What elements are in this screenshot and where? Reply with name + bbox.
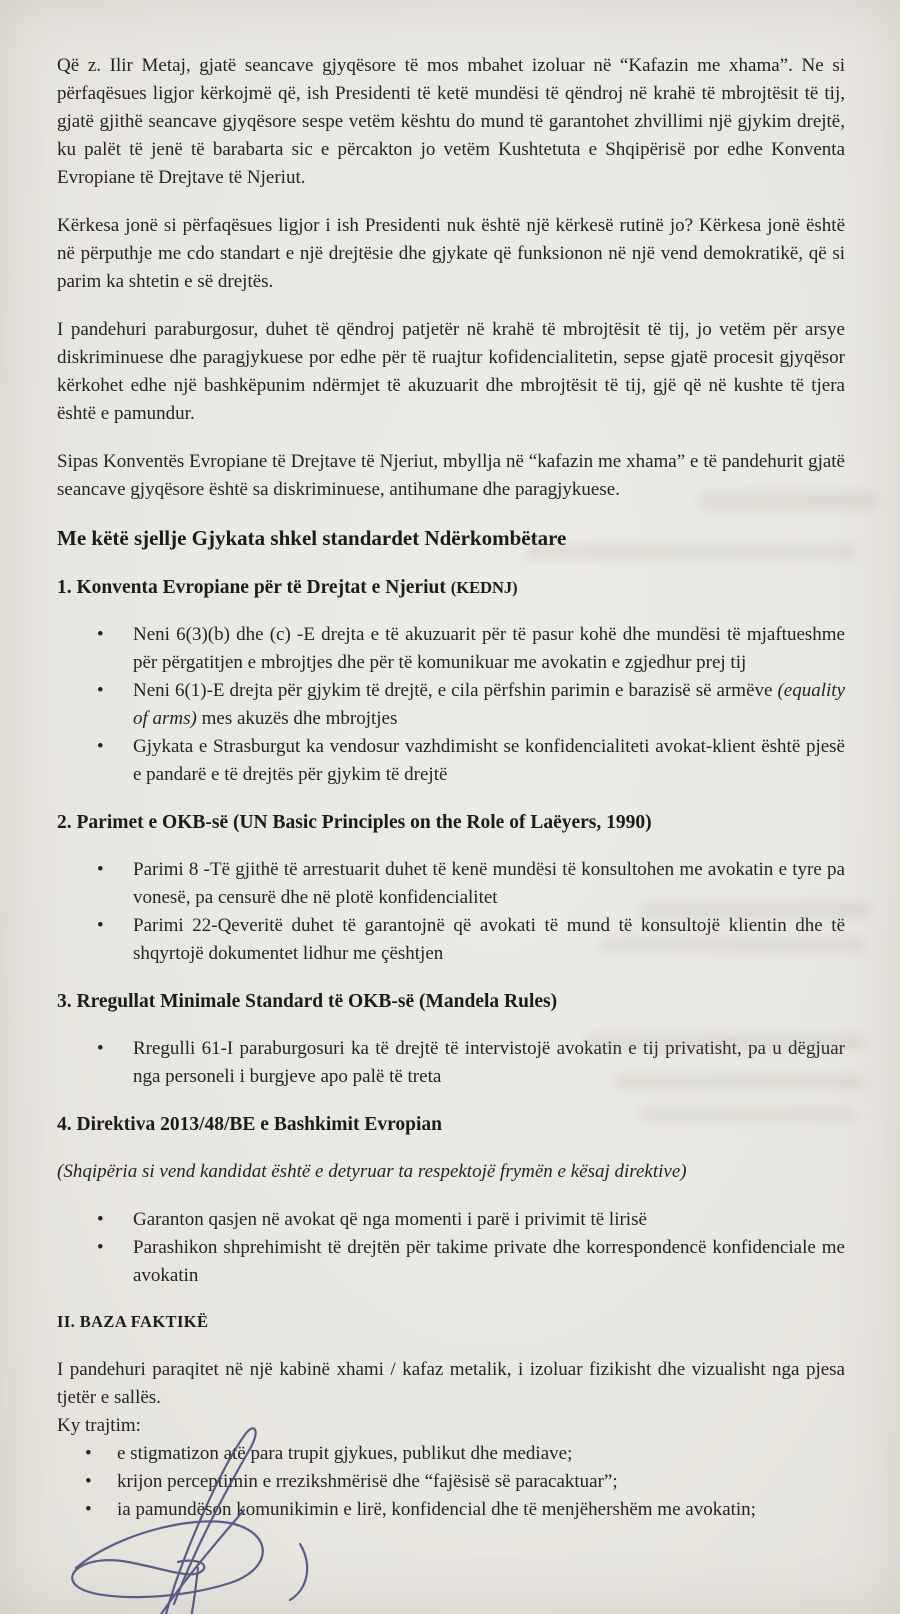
bullet-perception-of-guilt: • krijon perceptimin e rrezikshmërisë dhe “fajësisë së paracaktuar”;: [57, 1468, 845, 1496]
bullet-article-6-1: [57, 677, 845, 733]
section-3-title-mandela-rules: 3. Rregullat Minimale Standard të OKB-së (Mandela Rules): [57, 991, 558, 1012]
section-1-title-abbrev: (KEDNJ): [450, 578, 518, 597]
section-1-bullet-list: [57, 621, 845, 789]
bullet-principle-22: • Parimi 22-Qeveritë duhet të garantojnë që avokati të mund të konsultojë klientin dhe të shqyrtojë dokumentet lidhur me çështjen: [57, 912, 845, 968]
section-4-bullet-list: [57, 1206, 845, 1290]
paragraph-echr-glass-cage: Sipas Konventës Evropiane të Drejtave të Njeriut, mbyllja në “kafazin me xhama” e të pandehurit gjatë seancave gjyqësore është sa diskriminuese, antihumane dhe paragjykuese.: [57, 451, 845, 500]
bullet-article-6-1-latin-phrase: (equality of arms): [133, 680, 845, 729]
bullet-article-6-1-post: mes akuzës dhe mbrojtjes: [196, 708, 398, 729]
bullet-article-6-1-pre: Neni 6(1)-E drejta për gjykim të drejtë, e cila përfshin parimin e barazisë së armëve: [133, 680, 778, 701]
heading-international-standards: Me këtë sjellje Gjykata shkel standardet Ndërkombëtare: [57, 526, 567, 550]
section-3-bullet-list: [57, 1035, 845, 1091]
paragraph-this-treatment-lead: Ky trajtim:: [57, 1415, 141, 1436]
paragraph-request-no-glass-cage: Që z. Ilir Metaj, gjatë seancave gjyqësore të mos mbahet izoluar në “Kafazin me xhama”. Ne si përfaqësues ligjor kërkojmë që, ish Presidenti të ketë mundësi të qëndroj në krahë të mbrojtësit të tij, gjatë gjithë seancave gjyqësore sespe vetëm kështu do mund të garantohet zhvillimi një gjykim drejtë, ku palët të jenë të barabarta sic e përcakton jo vetëm Kushtetuta e Shqipërisë por edhe Konventa Evropiane të Drejtave të Njeriut.: [57, 55, 845, 188]
section-4-title-eu-directive: 4. Direktiva 2013/48/BE e Bashkimit Evropian: [57, 1114, 442, 1135]
paragraph-detainee-next-to-lawyer: I pandehuri paraburgosur, duhet të qëndroj patjetër në krahë të mbrojtësit të tij, jo vetëm për arsye diskriminuese dhe paragjykuese por edhe për të ruajtur kofidencialitetin, sepse gjatë procesit gjyqësor kërkohet edhe një bashkëpunim ndërmjet të akuzuarit dhe mbrojtësit të tij, gjë që në kushte të tjera është e pamundur.: [57, 319, 845, 424]
heading-factual-basis: II. BAZA FAKTIKË: [57, 1312, 209, 1331]
bullet-access-to-lawyer: • Garanton qasjen në avokat që nga momenti i parë i privimit të lirisë: [57, 1206, 845, 1234]
bullet-article-6-3: • Neni 6(3)(b) dhe (c) -E drejta e të akuzuarit për të pasur kohë dhe mundësi të mjaftueshme për përgatitjen e mbrojtjes dhe për të komunikuar me avokatin e zgjedhur prej tij: [57, 621, 845, 677]
bullet-principle-8: • Parimi 8 -Të gjithë të arrestuarit duhet të kenë mundësi të konsultohen me avokatin e tyre pa vonesë, pa censurë dhe në plotë konfidencialitet: [57, 856, 845, 912]
bullet-private-meetings: • Parashikon shprehimisht të drejtën për takime private dhe korrespondencë konfidenciale me avokatin: [57, 1234, 845, 1290]
bullet-rule-61: • Rregulli 61-I paraburgosuri ka të drejtë të intervistojë avokatin e tij privatisht, pa u dëgjuar nga personeli i burgjeve apo palë të treta: [57, 1035, 845, 1091]
section-1-title-text: 1. Konventa Evropiane për të Drejtat e Njeriut: [57, 577, 446, 598]
paragraph-glass-cabin: I pandehuri paraqitet në një kabinë xhami / kafaz metalik, i izoluar fizikisht dhe vizualisht nga pjesa tjetër e sallës.: [57, 1359, 845, 1408]
section-2-title-un-principles: 2. Parimet e OKB-së (UN Basic Principles on the Role of Laëyers, 1990): [57, 812, 652, 833]
handwritten-signature-icon: [48, 1418, 378, 1614]
section-1-title-echr: [57, 574, 845, 601]
document-body: [57, 52, 845, 1544]
bullet-prevents-communication: • ia pamundëson komunikimin e lirë, konfidencial dhe të menjëhershëm me avokatin;: [57, 1496, 845, 1524]
paragraph-request-standard: Kërkesa jonë si përfaqësues ligjor i ish Presidenti nuk është një kërkesë rutinë jo? Kërkesa jonë është në përputhje me cdo standart e një drejtësie dhe gjykate që funksionon në një vend demokratikë, që si parim ka shtetin e së drejtës.: [57, 215, 845, 292]
bullet-stigmatizes: • e stigmatizon atë para trupit gjykues, publikut dhe mediave;: [57, 1440, 845, 1468]
note-candidate-country: (Shqipëria si vend kandidat është e detyruar ta respektojë frymën e kësaj direktive): [57, 1161, 687, 1182]
section-2-bullet-list: [57, 856, 845, 968]
bullet-strasbourg-court: • Gjykata e Strasburgut ka vendosur vazhdimisht se konfidencialiteti avokat-klient është pjesë e pandarë e të drejtës për gjykim të drejtë: [57, 733, 845, 789]
